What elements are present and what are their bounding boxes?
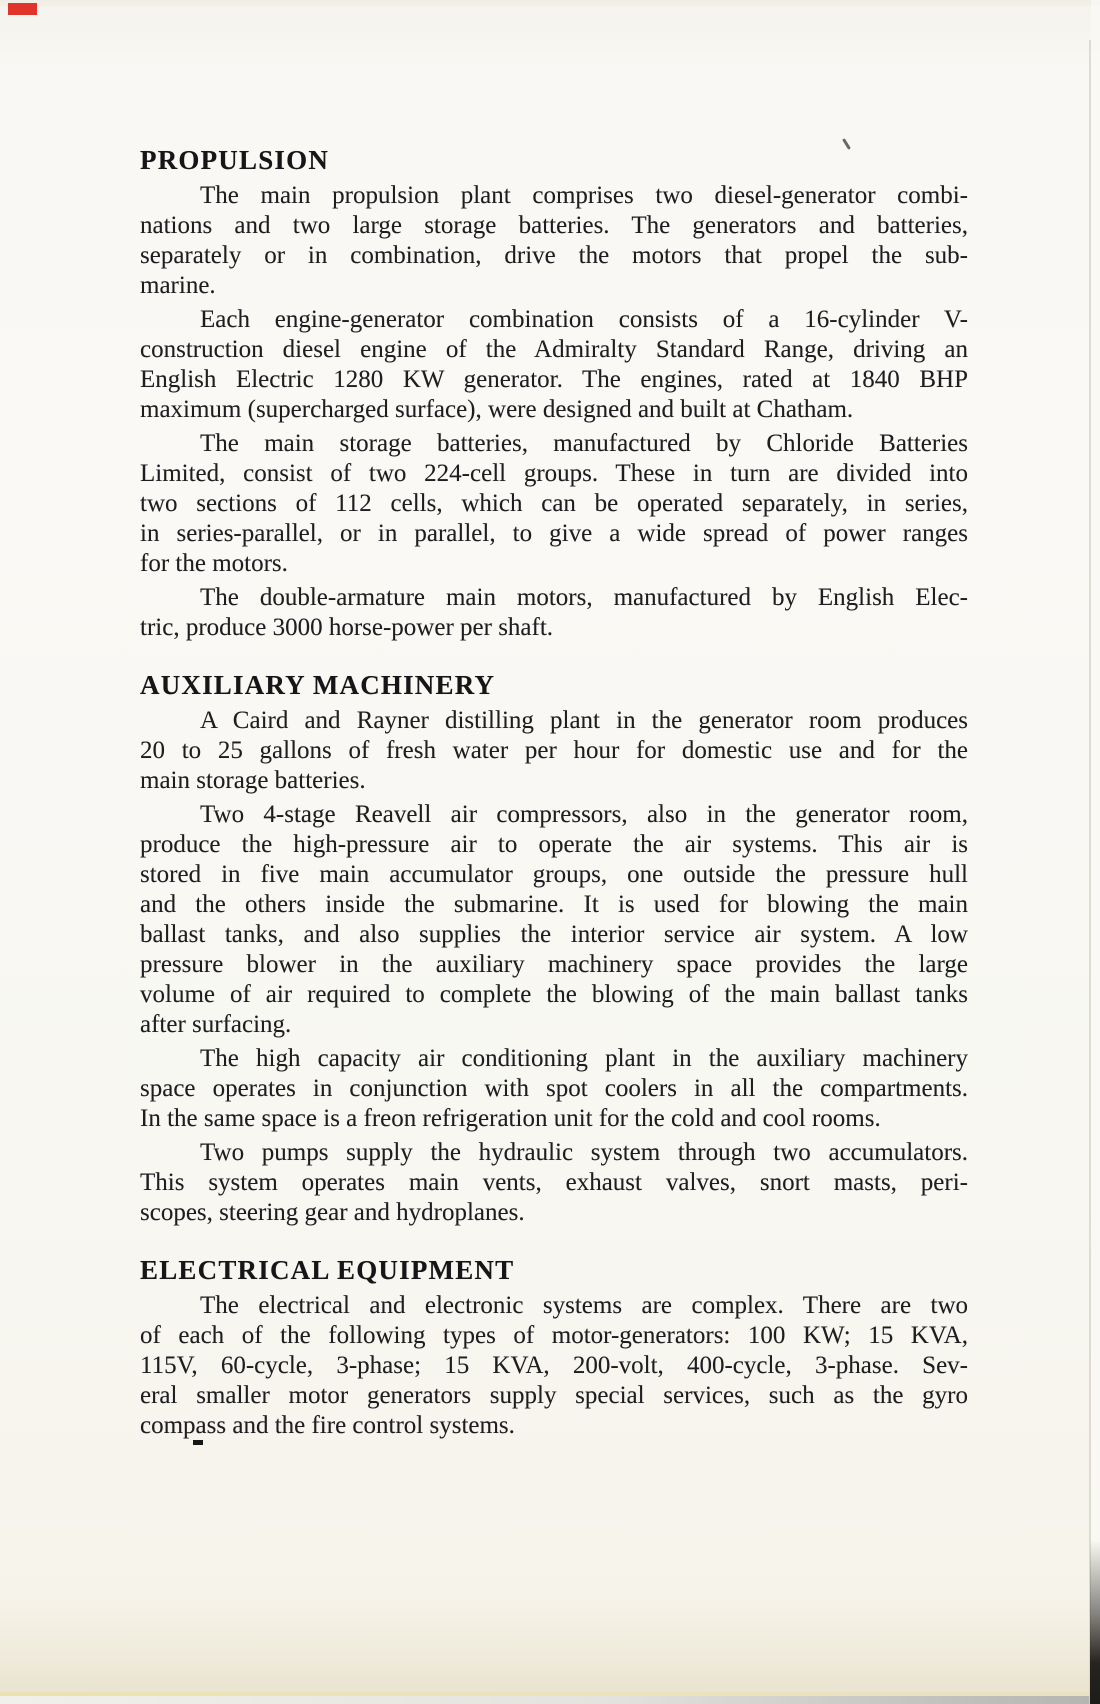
page-top-edge bbox=[0, 0, 1100, 6]
text-line: of each of the following types of motor-generators: 100 KW; 15 KVA, bbox=[140, 1322, 968, 1349]
text-line: for the motors. bbox=[140, 550, 288, 577]
text-line: The main storage batteries, manufactured by Chloride Batteries bbox=[200, 430, 968, 457]
paragraph bbox=[140, 305, 968, 425]
text-line: produce the high-pressure air to operate the air systems. This air is bbox=[140, 831, 968, 858]
text-line: The high capacity air conditioning plant in the auxiliary machinery bbox=[200, 1045, 968, 1072]
text-line: This system operates main vents, exhaust valves, snort masts, peri- bbox=[140, 1169, 968, 1196]
text-line: pressure blower in the auxiliary machinery space provides the large bbox=[140, 951, 968, 978]
paragraph bbox=[140, 1044, 968, 1134]
text-line: separately or in combination, drive the motors that propel the sub- bbox=[140, 242, 968, 269]
text-line: ballast tanks, and also supplies the interior service air system. A low bbox=[140, 921, 968, 948]
red-ink-mark bbox=[8, 3, 37, 15]
text-line: nations and two large storage batteries. The generators and batteries, bbox=[140, 212, 968, 239]
text-line: stored in five main accumulator groups, one outside the pressure hull bbox=[140, 861, 968, 888]
page-bottom-shading bbox=[0, 1594, 1100, 1692]
text-line: 115V, 60-cycle, 3-phase; 15 KVA, 200-volt, 400-cycle, 3-phase. Sev- bbox=[140, 1352, 968, 1379]
text-line: two sections of 112 cells, which can be operated separately, in series, bbox=[140, 490, 968, 517]
text-line: space operates in conjunction with spot coolers in all the compartments. bbox=[140, 1075, 968, 1102]
text-line: construction diesel engine of the Admiralty Standard Range, driving an bbox=[140, 336, 968, 363]
section-electrical-equipment bbox=[140, 1255, 968, 1441]
scan-speck bbox=[193, 1440, 203, 1445]
paragraph bbox=[140, 429, 968, 579]
paragraph bbox=[140, 1291, 968, 1441]
text-line: Each engine-generator combination consists of a 16-cylinder V- bbox=[200, 306, 968, 333]
section-heading-auxiliary-machinery: AUXILIARY MACHINERY bbox=[140, 670, 496, 700]
text-line: marine. bbox=[140, 272, 216, 299]
paragraph bbox=[140, 181, 968, 301]
text-line: scopes, steering gear and hydroplanes. bbox=[140, 1199, 525, 1226]
text-line: and the others inside the submarine. It is used for blowing the main bbox=[140, 891, 968, 918]
section-propulsion bbox=[140, 145, 968, 643]
text-line: eral smaller motor generators supply special services, such as the gyro bbox=[140, 1382, 968, 1409]
text-line: main storage batteries. bbox=[140, 767, 366, 794]
text-line: 20 to 25 gallons of fresh water per hour for domestic use and for the bbox=[140, 737, 968, 764]
section-heading-electrical-equipment: ELECTRICAL EQUIPMENT bbox=[140, 1255, 515, 1285]
paragraph bbox=[140, 583, 968, 643]
text-line: The double-armature main motors, manufactured by English Elec- bbox=[200, 584, 968, 611]
page-content bbox=[140, 145, 968, 1445]
text-line: volume of air required to complete the blowing of the main ballast tanks bbox=[140, 981, 968, 1008]
text-line: English Electric 1280 KW generator. The engines, rated at 1840 BHP bbox=[140, 366, 968, 393]
text-line: A Caird and Rayner distilling plant in the generator room produces bbox=[200, 707, 968, 734]
text-line: Two pumps supply the hydraulic system through two accumulators. bbox=[200, 1139, 968, 1166]
text-line: maximum (supercharged surface), were designed and built at Chatham. bbox=[140, 396, 854, 423]
paragraph bbox=[140, 800, 968, 1040]
text-line: compass and the fire control systems. bbox=[140, 1412, 515, 1439]
section-auxiliary-machinery bbox=[140, 670, 968, 1228]
section-heading-propulsion: PROPULSION bbox=[140, 145, 330, 175]
text-line: In the same space is a freon refrigeration unit for the cold and cool rooms. bbox=[140, 1105, 881, 1132]
page-right-edge-paper bbox=[1091, 0, 1100, 1704]
page-right-edge-shadow bbox=[1090, 1540, 1100, 1704]
text-line: in series-parallel, or in parallel, to give a wide spread of power ranges bbox=[140, 520, 968, 547]
text-line: The electrical and electronic systems are complex. There are two bbox=[200, 1292, 968, 1319]
paragraph bbox=[140, 706, 968, 796]
text-line: after surfacing. bbox=[140, 1011, 292, 1038]
text-line: Two 4-stage Reavell air compressors, also in the generator room, bbox=[200, 801, 968, 828]
page-right-edge-line bbox=[1089, 40, 1091, 1704]
page-bottom-strip bbox=[0, 1696, 1100, 1704]
paragraph bbox=[140, 1138, 968, 1228]
text-line: Limited, consist of two 224-cell groups. These in turn are divided into bbox=[140, 460, 968, 487]
text-line: The main propulsion plant comprises two diesel-generator combi- bbox=[200, 182, 968, 209]
text-line: tric, produce 3000 horse-power per shaft. bbox=[140, 614, 554, 641]
